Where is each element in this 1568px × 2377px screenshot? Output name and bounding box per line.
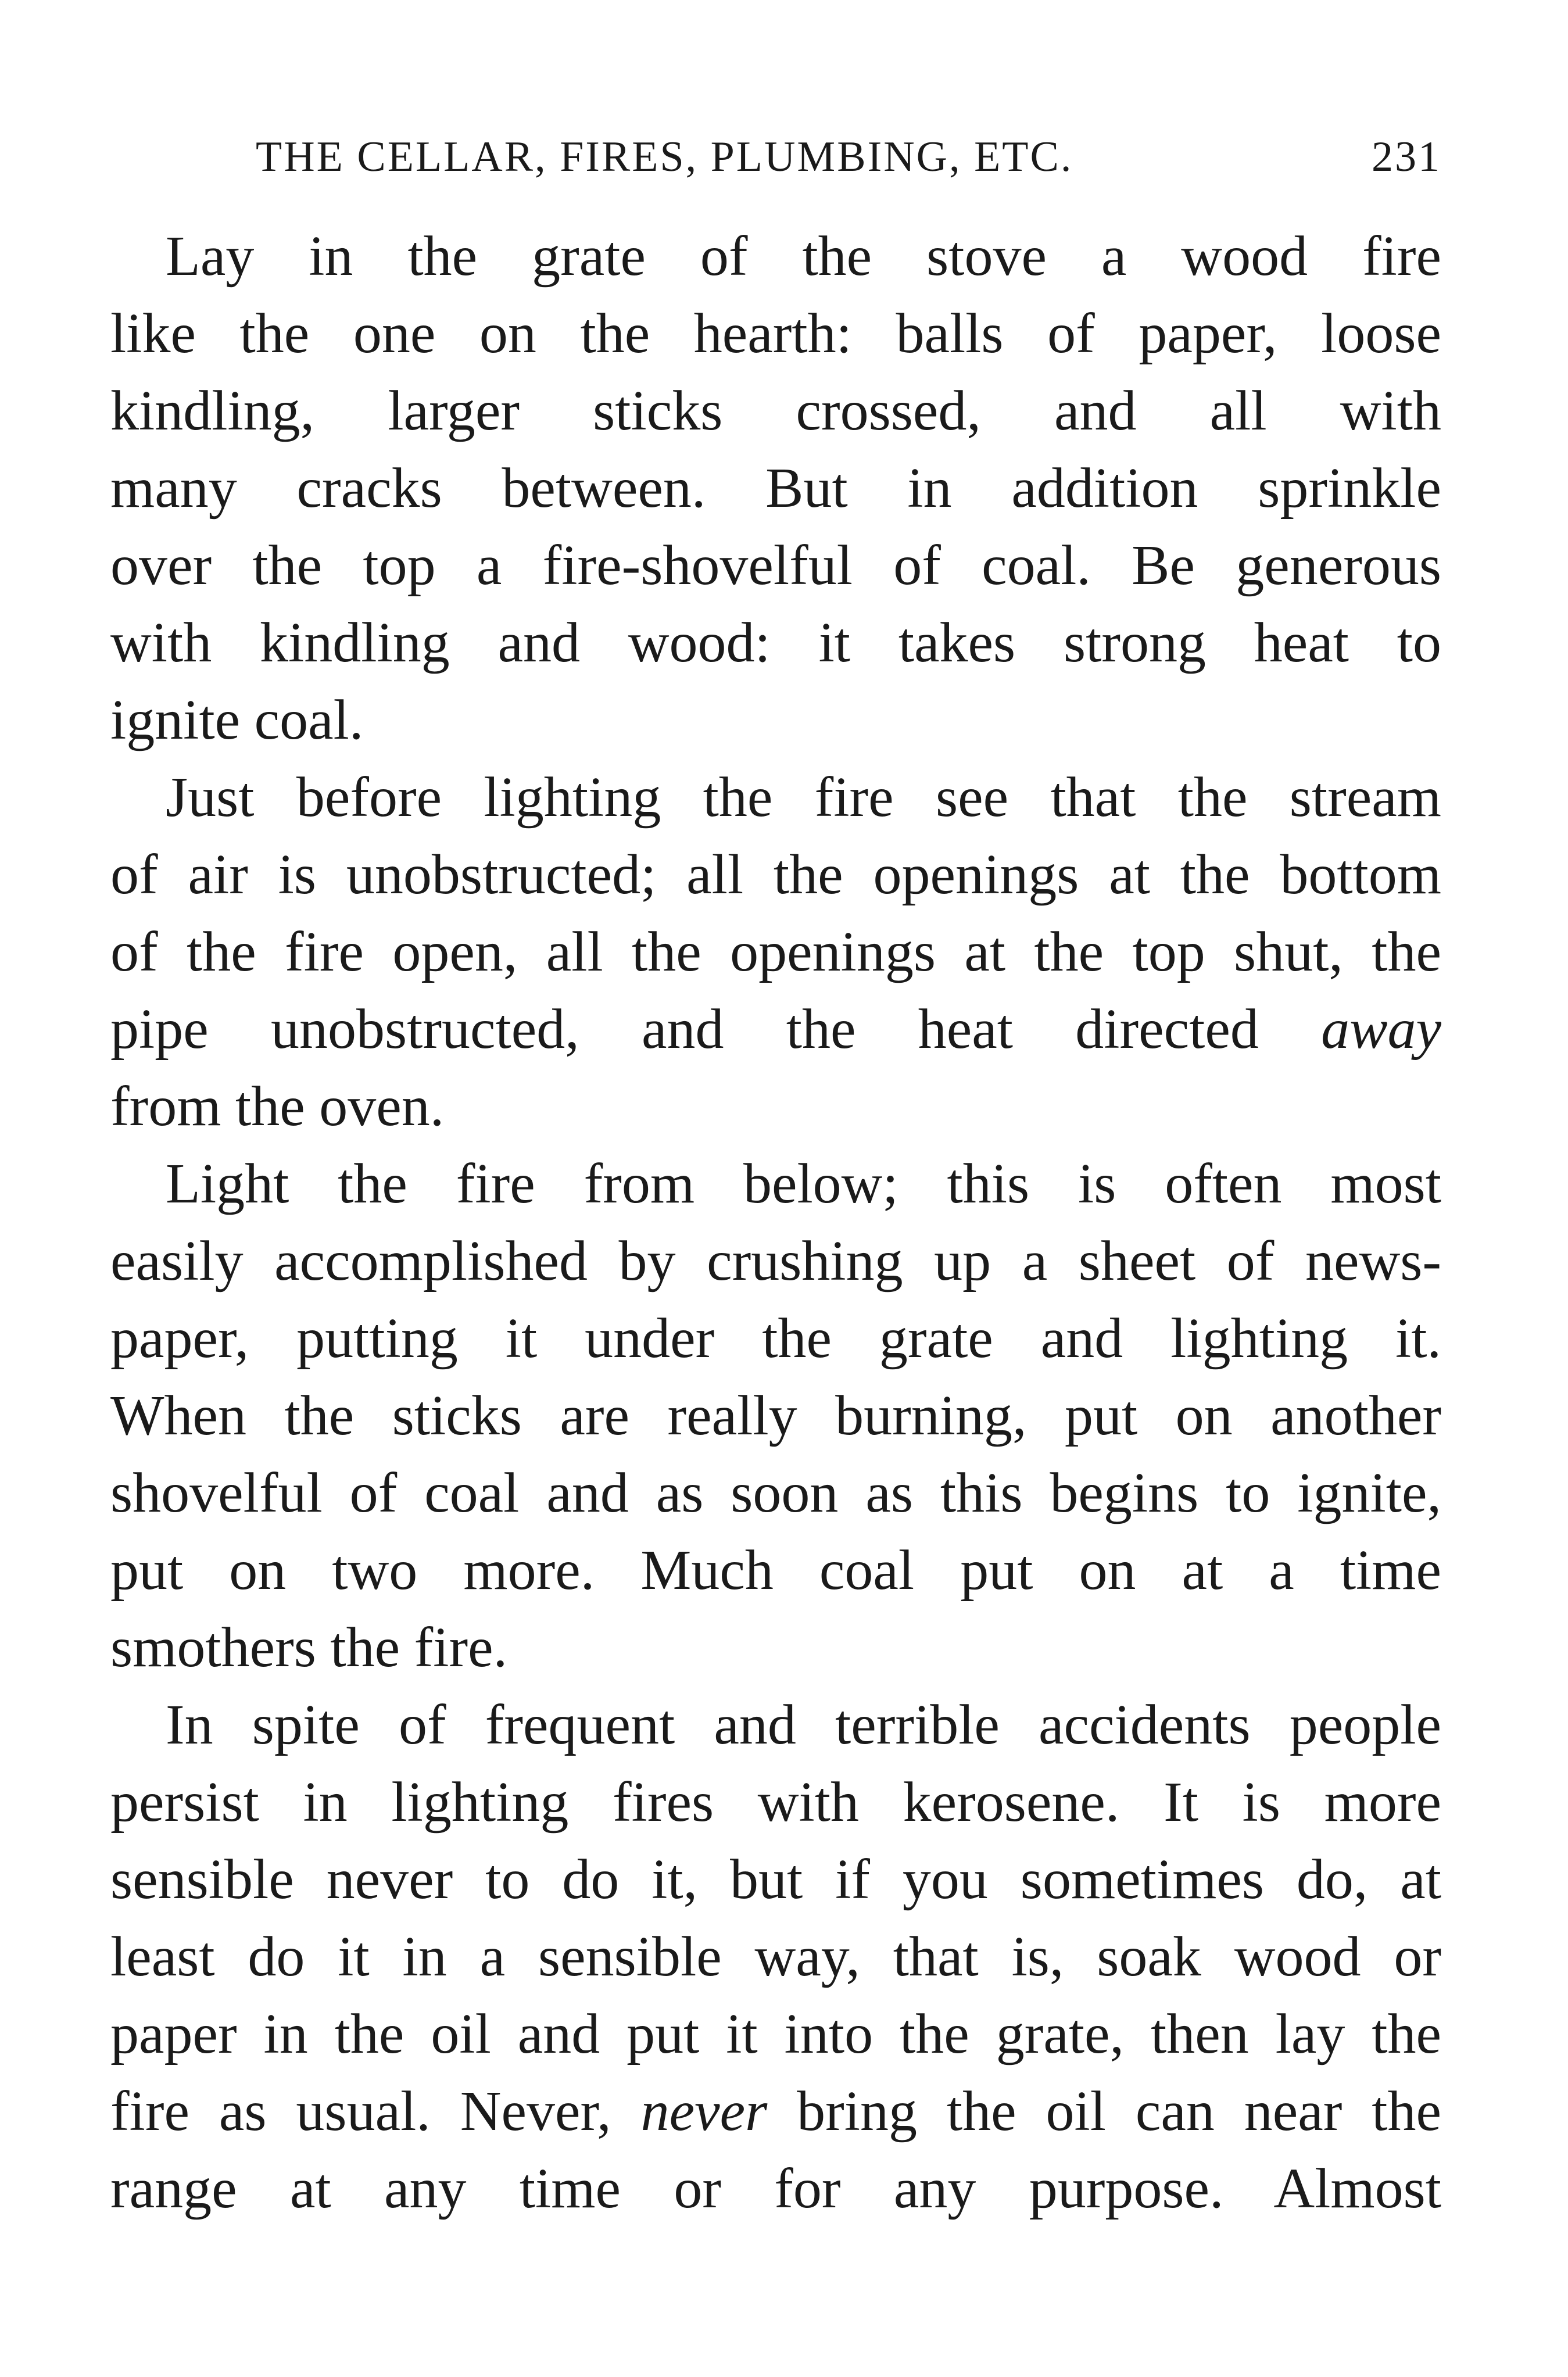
paragraph	[110, 218, 1441, 759]
text-line: of the fire open, all the openings at the top shut, the	[110, 921, 1441, 983]
italic-word: away	[1321, 998, 1441, 1061]
text-line: When the sticks are really burning, put on another	[110, 1384, 1441, 1447]
text-line: least do it in a sensible way, that is, soak wood or	[110, 1925, 1441, 1988]
text-line: In spite of frequent and terrible accidents people	[166, 1694, 1441, 1756]
text-line: put on two more. Much coal put on at a time	[110, 1539, 1441, 1602]
text-line: sensible never to do it, but if you sometimes do, at	[110, 1848, 1441, 1911]
text-line: ignite coal.	[110, 689, 364, 751]
text-line: easily accomplished by crushing up a sheet of news-	[110, 1230, 1441, 1293]
text-line: from the oven.	[110, 1075, 445, 1138]
text-line: over the top a fire-shovelful of coal. Be generous	[110, 534, 1441, 597]
text-line: paper, putting it under the grate and lighting it.	[110, 1307, 1441, 1370]
text-line: kindling, larger sticks crossed, and all with	[110, 380, 1441, 442]
page-number: 231	[1372, 133, 1441, 181]
text-line	[110, 2073, 1441, 2150]
text-segment: pipe unobstructed, and the heat directed	[110, 998, 1259, 1061]
text-line: shovelful of coal and as soon as this begins to ignite,	[110, 1462, 1441, 1524]
text-line: Just before lighting the fire see that the stream	[166, 766, 1441, 829]
text-line: smothers the fire.	[110, 1616, 508, 1679]
text-line	[110, 991, 1441, 1068]
paragraph	[110, 759, 1441, 1145]
body-text	[110, 218, 1441, 2228]
text-segment: fire as usual. Never,	[110, 2080, 611, 2143]
italic-word: never	[640, 2080, 768, 2143]
text-line: Light the fire from below; this is often most	[166, 1152, 1441, 1215]
text-line: persist in lighting fires with kerosene. It is more	[110, 1771, 1441, 1834]
running-head-title: THE CELLAR, FIRES, PLUMBING, ETC.	[256, 133, 1073, 181]
text-line: many cracks between. But in addition sprinkle	[110, 457, 1441, 520]
paragraph	[110, 1687, 1441, 2228]
text-line: of air is unobstructed; all the openings at the bottom	[110, 843, 1441, 906]
text-line: range at any time or for any purpose. Almost	[110, 2157, 1441, 2220]
text-line: paper in the oil and put it into the grate, then lay the	[110, 2003, 1441, 2065]
text-segment: bring the oil can near the	[767, 2080, 1442, 2143]
text-line: like the one on the hearth: balls of paper, loose	[110, 302, 1441, 365]
running-head	[256, 125, 1441, 189]
paragraph	[110, 1145, 1441, 1687]
text-line: Lay in the grate of the stove a wood fire	[166, 225, 1441, 288]
text-line: with kindling and wood: it takes strong heat to	[110, 611, 1441, 674]
